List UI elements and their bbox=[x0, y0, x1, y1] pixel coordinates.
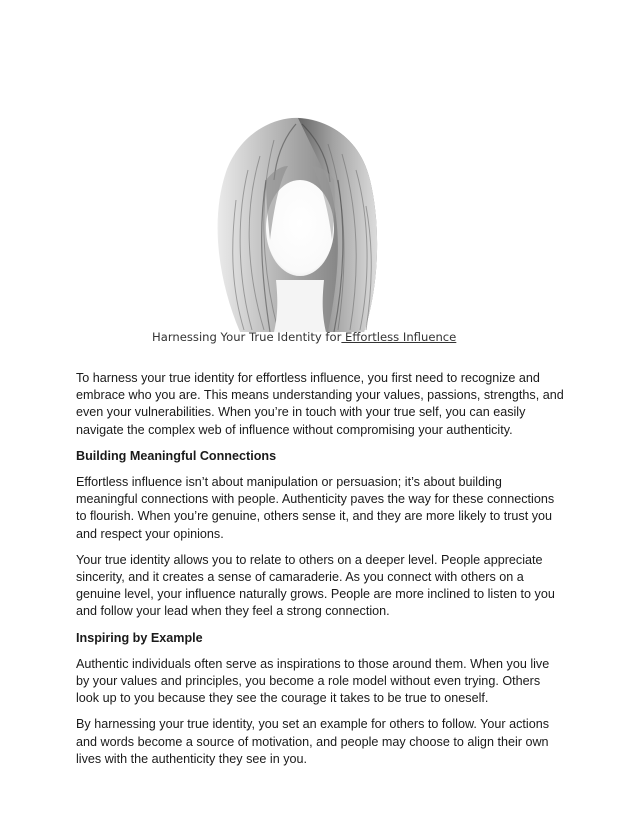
image-caption bbox=[152, 330, 472, 344]
portrait-image bbox=[178, 110, 418, 332]
paragraph-example-1: Authentic individuals often serve as inspirations to those around them. When you live by your values and principles, you become a role model without even trying. Others look up to you because they see the courage it takes to be true to oneself. bbox=[76, 656, 550, 706]
caption-link[interactable]: Effortless Influence bbox=[341, 330, 457, 344]
article-body bbox=[76, 370, 566, 777]
paragraph-connections-2: Your true identity allows you to relate to others on a deeper level. People appreciate sincerity, and it creates a sense of camaraderie. As you connect with others on a genuine level, your influence naturally grows. People are more inclined to listen to you and follow your lead when they feel a strong connection. bbox=[76, 552, 555, 619]
paragraph-intro: To harness your true identity for effortless influence, you first need to recognize and embrace who you are. This means understanding your values, passions, strengths, and even your vulnerabilities. When you’re in touch with your true self, you can easily navigate the complex web of influence without compromising your authenticity. bbox=[76, 371, 564, 437]
woman-portrait-illustration-icon bbox=[178, 110, 418, 332]
caption-text: Harnessing Your True Identity for bbox=[152, 330, 342, 344]
heading-inspiring-example: Inspiring by Example bbox=[76, 630, 203, 645]
paragraph-connections-1: Effortless influence isn’t about manipulation or persuasion; it’s about building meaningful connections with people. Authenticity paves the way for these connections to flourish. When you’re genuine, others sense it, and they are more likely to trust you and respect your opinions. bbox=[76, 475, 555, 541]
paragraph-example-2: By harnessing your true identity, you set an example for others to follow. Your actions and words become a source of motivation, and people may choose to align their own lives with the authenticity they see in you. bbox=[76, 717, 549, 766]
heading-building-connections: Building Meaningful Connections bbox=[76, 448, 277, 463]
